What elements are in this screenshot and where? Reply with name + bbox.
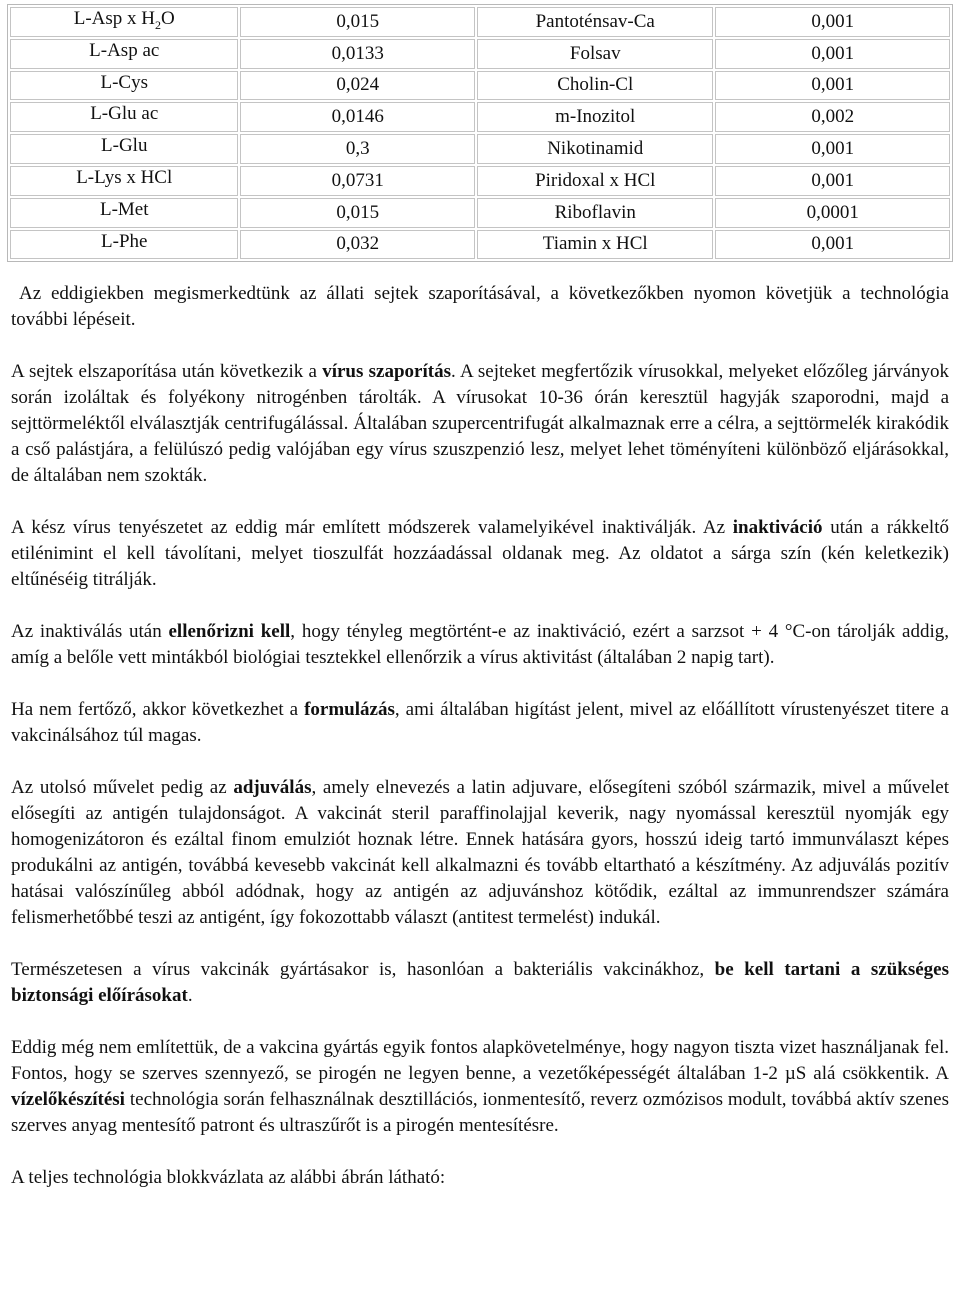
paragraph-virus-propagation: A sejtek elszaporítása után következik a vírus szaporítás. A sejteket megfertőzik vírusokkal, melyeket előzőleg járványok során izoláltak és folyékony nitrogénben tárolták. A vírusokat 10-36 órán keresztül hagyják szaporodni, majd a sejttörmeléktől elválasztják centrifugálással. Általában szupercentrifugát alkalmaznak erre a célra, a sejttörmelék kirakódik a cső palástjára, a felülúszó pedig valójában egy vírus szuszpenzió lesz, melyet lehet töményíteni különböző eljárásokkal, de általában nem szokták. xyxy=(11,361,949,486)
term-formulation: formulázás xyxy=(304,699,395,720)
vitamin-name-cell: Riboflavin xyxy=(477,198,714,228)
vitamin-amount-cell: 0,001 xyxy=(715,39,950,69)
table-row xyxy=(10,166,950,196)
table-row xyxy=(10,198,950,228)
table-row xyxy=(10,7,950,37)
table-row xyxy=(10,71,950,101)
component-amount-cell: 0,3 xyxy=(240,134,475,164)
table-row xyxy=(10,39,950,69)
paragraph-inactivation: A kész vírus tenyészetet az eddig már említett módszerek valamelyikével inaktiválják. Az inaktiváció után a rákkeltő etilénimint el kell távolítani, melyet tioszulfát hozzáadással oldanak meg. Az oldatot a sárga szín (kén keletkezik) eltűnéséig titrálják. xyxy=(11,517,949,590)
paragraph-intro: Az eddigiekben megismerkedtünk az állati sejtek szaporításával, a következőkben nyomon követjük a technológia további lépéseit. xyxy=(11,283,949,330)
component-amount-cell: 0,015 xyxy=(240,7,475,37)
term-safety: be kell tartani a szükséges biztonsági előírásokat xyxy=(11,959,950,1006)
paragraph-formulation: Ha nem fertőző, akkor következhet a formulázás, ami általában higítást jelent, mivel az előállított vírustenyészet titere a vakcinálsához túl magas. xyxy=(11,699,949,746)
table-row xyxy=(10,102,950,132)
component-amount-cell: 0,024 xyxy=(240,71,475,101)
component-amount-cell: 0,032 xyxy=(240,230,475,260)
paragraph-safety: Természetesen a vírus vakcinák gyártásakor is, hasonlóan a bakteriális vakcinákhoz, be kell tartani a szükséges biztonsági előírásokat. xyxy=(11,959,950,1006)
body-text xyxy=(11,281,949,1217)
component-name-cell: L-Phe xyxy=(10,230,238,260)
paragraph-adjuvation: Az utolsó művelet pedig az adjuválás, amely elnevezés a latin adjuvare, elősegíteni szóból származik, mivel a művelet elősegíti az antigén tulajdonságot. A vakcinát steril paraffinolajjal keverik, nagy nyomással keresztül nyomják egy homogenizátoron és ezáltal finom emulziót hoznak létre. Ennek hatására gyors, hosszú ideig tartó immunválaszt képes produkálni az antigén, továbbá kevesebb vakcinát kell alkalmazni és tovább eltartható a készítmény. Az adjuválás pozitív hatásai valószínűleg abból adódnak, hogy az antigén az adjuvánshoz kötődik, ezáltal az immunrendszer számára felismerhetőbbé teszi az antigént, így fokozottabb választ (antitest termelést) indukál. xyxy=(11,777,950,928)
term-water-preparation: vízelőkészítési xyxy=(11,1089,125,1110)
vitamin-name-cell: Tiamin x HCl xyxy=(477,230,714,260)
vitamin-name-cell: Folsav xyxy=(477,39,714,69)
component-amount-cell: 0,0133 xyxy=(240,39,475,69)
component-name-cell: L-Asp ac xyxy=(10,39,238,69)
component-name-cell: L-Cys xyxy=(10,71,238,101)
term-verification: ellenőrizni kell xyxy=(168,621,291,642)
vitamin-amount-cell: 0,001 xyxy=(715,134,950,164)
table-row xyxy=(10,134,950,164)
vitamin-amount-cell: 0,002 xyxy=(715,102,950,132)
vitamin-amount-cell: 0,0001 xyxy=(715,198,950,228)
term-inactivation: inaktiváció xyxy=(732,517,823,538)
component-name-cell: L-Asp x $H_2O$ xyxy=(10,7,238,37)
vitamin-name-cell: m-Inozitol xyxy=(477,102,714,132)
component-name-cell: L-Glu xyxy=(10,134,238,164)
component-name-cell: L-Glu ac xyxy=(10,102,238,132)
component-name-cell: L-Met xyxy=(10,198,238,228)
vitamin-name-cell: Cholin-Cl xyxy=(477,71,714,101)
paragraph-verification: Az inaktiválás után ellenőrizni kell, hogy tényleg megtörtént-e az inaktiváció, ezért a sarzsot + 4 °C-on tárolják addig, amíg a belőle vett mintákból biológiai tesztekkel ellenőrzik a vírus aktivitást (általában 2 napig tart). xyxy=(11,621,949,668)
vitamin-name-cell: Nikotinamid xyxy=(477,134,714,164)
vitamin-amount-cell: 0,001 xyxy=(715,166,950,196)
paragraph-water-preparation: Eddig még nem említettük, de a vakcina gyártás egyik fontos alapkövetelménye, hogy nagyon tiszta vizet használjanak fel. Fontos, hogy se szerves szennyező, se pirogén ne legyen benne, a vezetőképességét általában 1-2 µS alá csökkentik. A vízelőkészítési technológia során felhasználnak desztillációs, ionmentesítő, reverz ozmózisos modult, továbbá aktív szenes szerves anyag mentesítő patront és ultraszűrőt is a pirogén mentesítésre. xyxy=(11,1037,949,1136)
component-amount-cell: 0,0731 xyxy=(240,166,475,196)
component-amount-cell: 0,0146 xyxy=(240,102,475,132)
term-adjuvation: adjuválás xyxy=(233,777,312,798)
media-composition-table xyxy=(7,4,953,262)
table-row xyxy=(10,230,950,260)
component-amount-cell: 0,015 xyxy=(240,198,475,228)
term-virus-propagation: vírus szaporítás xyxy=(322,361,451,382)
paragraph-block-diagram-intro: A teljes technológia blokkvázlata az alábbi ábrán látható: xyxy=(11,1167,446,1188)
vitamin-amount-cell: 0,001 xyxy=(715,71,950,101)
vitamin-name-cell: Piridoxal x HCl xyxy=(477,166,714,196)
vitamin-name-cell: Pantoténsav-Ca xyxy=(477,7,714,37)
component-name-cell: L-Lys x HCl xyxy=(10,166,238,196)
vitamin-amount-cell: 0,001 xyxy=(715,230,950,260)
vitamin-amount-cell: 0,001 xyxy=(715,7,950,37)
